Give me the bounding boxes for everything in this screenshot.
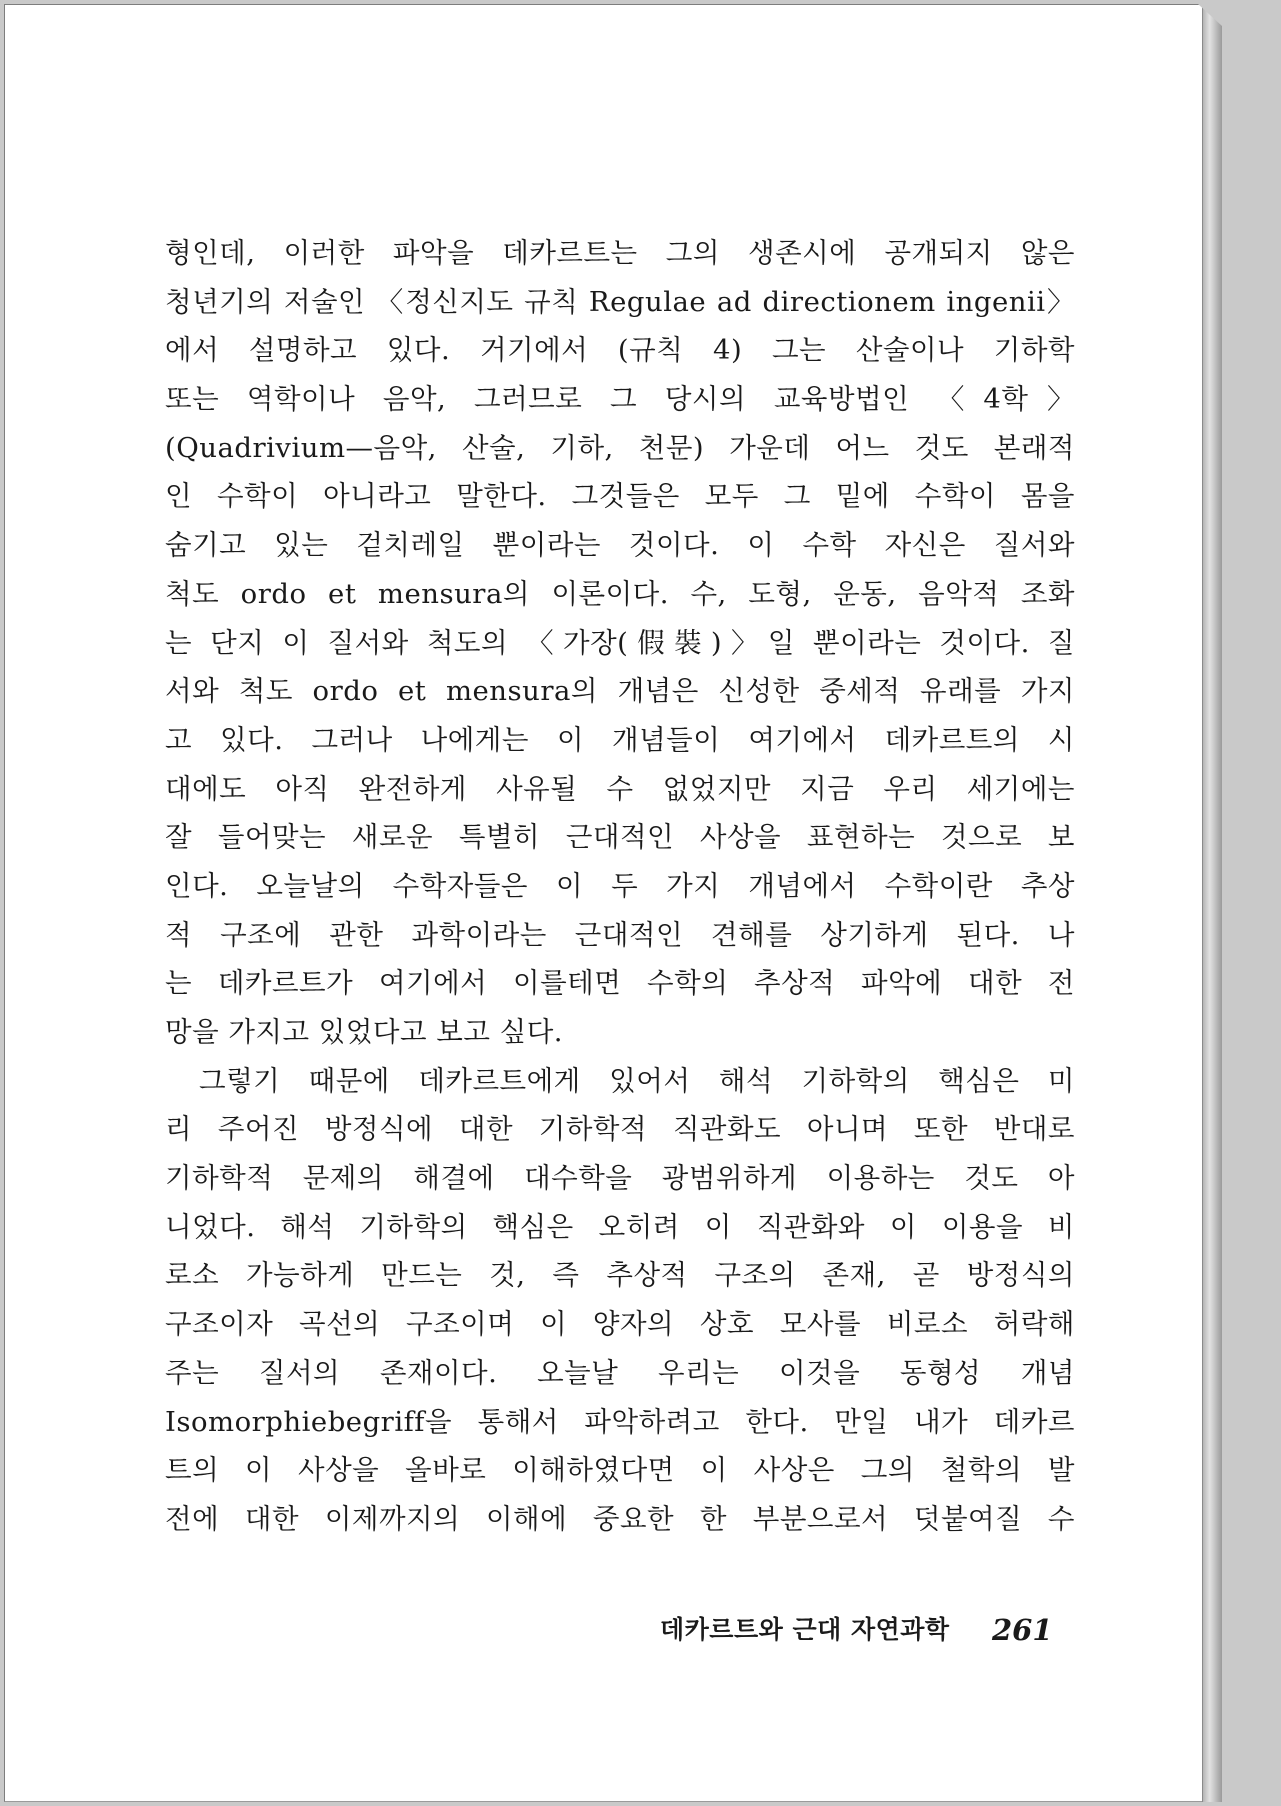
page-corner-fold — [1198, 4, 1222, 26]
book-page — [4, 4, 1202, 1802]
paragraph-end-line: 망을 가지고 있었다고 보고 싶다. — [165, 1016, 564, 1048]
text-line: 고 있다. 그러나 나에게는 이 개념들이 여기에서 데카르트의 시 — [165, 723, 1075, 756]
running-title: 데카르트와 근대 자연과학 — [660, 1615, 950, 1644]
body-text — [165, 229, 1075, 1544]
paragraph-start-line: 그렇기 때문에 데카르트에게 있어서 해석 기하학의 핵심은 미 — [199, 1064, 1075, 1097]
text-line: 전에 대한 이제까지의 이해에 중요한 한 부분으로서 덧붙여질 수 — [165, 1502, 1075, 1535]
text-line: 형인데, 이러한 파악을 데카르트는 그의 생존시에 공개되지 않은 — [165, 237, 1075, 269]
text-line: 트의 이 사상을 올바로 이해하였다면 이 사상은 그의 철학의 발 — [165, 1454, 1075, 1487]
text-line: 또는 역학이나 음악, 그러므로 그 당시의 교육방법인 〈4학〉 — [165, 383, 1075, 416]
text-line: 인 수학이 아니라고 말한다. 그것들은 모두 그 밑에 수학이 몸을 — [165, 480, 1075, 513]
text-line: 로소 가능하게 만드는 것, 즉 추상적 구조의 존재, 곧 방정식의 — [165, 1259, 1075, 1292]
page-edge-shadow — [1202, 4, 1222, 1802]
text-line: 기하학적 문제의 해결에 대수학을 광범위하게 이용하는 것도 아 — [165, 1162, 1075, 1195]
text-line: Isomorphiebegriff을 통해서 파악하려고 한다. 만일 내가 데카르 — [165, 1405, 1075, 1438]
text-line: 대에도 아직 완전하게 사유될 수 없었지만 지금 우리 세기에는 — [165, 772, 1075, 805]
page-footer — [660, 1610, 1053, 1650]
text-line: 구조이자 곡선의 구조이며 이 양자의 상호 모사를 비로소 허락해 — [165, 1308, 1075, 1341]
text-line: 척도 ordo et mensura의 이론이다. 수, 도형, 운동, 음악적 조화 — [165, 577, 1075, 610]
text-line: 적 구조에 관한 과학이라는 근대적인 견해를 상기하게 된다. 나 — [165, 918, 1075, 951]
text-line: 는 단지 이 질서와 척도의 〈가장(假裝)〉일 뿐이라는 것이다. 질 — [165, 626, 1075, 659]
text-line: 숨기고 있는 겉치레일 뿐이라는 것이다. 이 수학 자신은 질서와 — [165, 529, 1075, 562]
text-line: (Quadrivium—음악, 산술, 기하, 천문) 가운데 어느 것도 본래적 — [165, 431, 1075, 464]
text-line: 잘 들어맞는 새로운 특별히 근대적인 사상을 표현하는 것으로 보 — [165, 821, 1075, 854]
text-line: 인다. 오늘날의 수학자들은 이 두 가지 개념에서 수학이란 추상 — [165, 869, 1075, 902]
text-line: 서와 척도 ordo et mensura의 개념은 신성한 중세적 유래를 가지 — [165, 675, 1075, 708]
text-line: 는 데카르트가 여기에서 이를테면 수학의 추상적 파악에 대한 전 — [165, 967, 1075, 1000]
text-line: 주는 질서의 존재이다. 오늘날 우리는 이것을 동형성 개념 — [165, 1356, 1075, 1389]
text-line: 청년기의 저술인 〈정신지도 규칙 Regulae ad directionem ingenii〉 — [165, 285, 1075, 318]
text-line: 니었다. 해석 기하학의 핵심은 오히려 이 직관화와 이 이용을 비 — [165, 1210, 1075, 1243]
text-line: 리 주어진 방정식에 대한 기하학적 직관화도 아니며 또한 반대로 — [165, 1113, 1075, 1146]
page-number: 261 — [992, 1613, 1053, 1647]
text-line: 에서 설명하고 있다. 거기에서 (규칙 4) 그는 산술이나 기하학 — [165, 334, 1075, 367]
